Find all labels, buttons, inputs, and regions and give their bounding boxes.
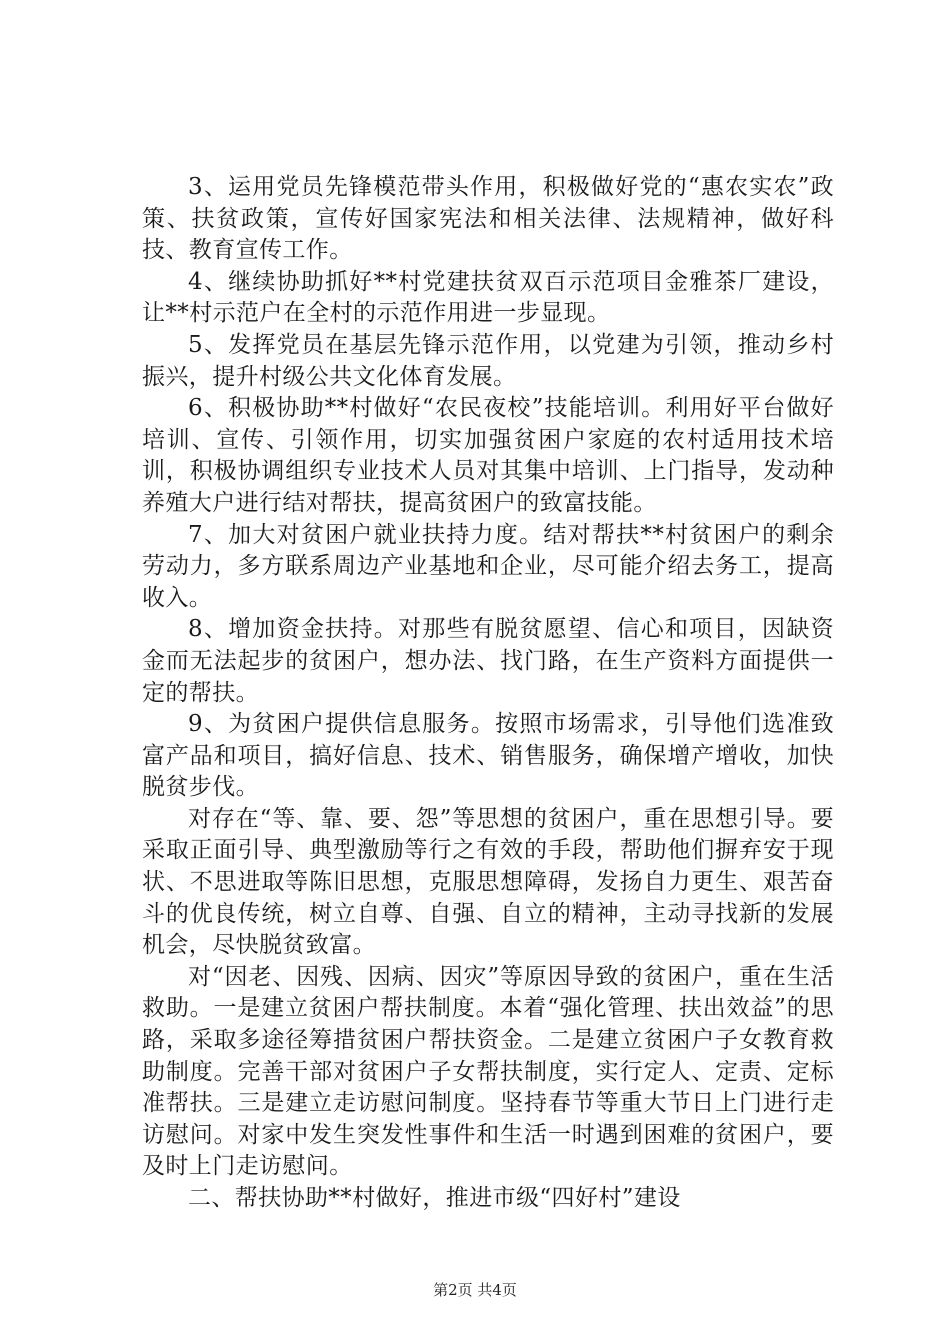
- paragraph-living-assistance: 对“因老、因残、因病、因灾”等原因导致的贫困户，重在生活救助。一是建立贫困户帮扶制度。本着“强化管理、扶出效益”的思路，采取多途径筹措贫困户帮扶资金。二是建立贫困户子女教育救助制度。完善干部对贫困户子女帮扶制度，实行定人、定责、定标准帮扶。三是建立走访慰问制度。坚持春节等重大节日上门进行走访慰问。对家中发生突发性事件和生活一时遇到困难的贫困户，要及时上门走访慰问。: [142, 963, 834, 1180]
- paragraph-item-9: 9、为贫困户提供信息服务。按照市场需求，引导他们选准致富产品和项目，搞好信息、技术、销售服务，确保增产增收，加快脱贫步伐。: [142, 711, 834, 801]
- paragraph-ideological-guidance: 对存在“等、靠、要、怨”等思想的贫困户，重在思想引导。要采取正面引导、典型激励等行之有效的手段，帮助他们摒弃安于现状、不思进取等陈旧思想，克服思想障碍，发扬自力更生、艰苦奋斗的优良传统，树立自尊、自强、自立的精神，主动寻找新的发展机会，尽快脱贫致富。: [142, 805, 834, 959]
- section-heading-two: 二、帮扶协助**村做好，推进市级“四好村”建设: [188, 1185, 681, 1211]
- paragraph-item-6: 6、积极协助**村做好“农民夜校”技能培训。利用好平台做好培训、宣传、引领作用，切实加强贫困户家庭的农村适用技术培训，积极协调组织专业技术人员对其集中培训、上门指导，发动种养殖大户进行结对帮扶，提高贫困户的致富技能。: [142, 395, 834, 516]
- page-number-footer: 第2页 共4页: [433, 1281, 517, 1299]
- paragraph-item-8: 8、增加资金扶持。对那些有脱贫愿望、信心和项目，因缺资金而无法起步的贫困户，想办法、找门路，在生产资料方面提供一定的帮扶。: [142, 616, 834, 706]
- document-body: [142, 172, 834, 1215]
- paragraph-item-7: 7、加大对贫困户就业扶持力度。结对帮扶**村贫困户的剩余劳动力，多方联系周边产业基地和企业，尽可能介绍去务工，提高收入。: [142, 521, 834, 611]
- paragraph-item-4: 4、继续协助抓好**村党建扶贫双百示范项目金雅茶厂建设，让**村示范户在全村的示范作用进一步显现。: [142, 268, 834, 327]
- paragraph-item-3: 3、运用党员先锋模范带头作用，积极做好党的“惠农实农”政策、扶贫政策，宣传好国家宪法和相关法律、法规精神，做好科技、教育宣传工作。: [142, 174, 834, 264]
- paragraph-item-5: 5、发挥党员在基层先锋示范作用，以党建为引领，推动乡村振兴，提升村级公共文化体育发展。: [142, 331, 834, 390]
